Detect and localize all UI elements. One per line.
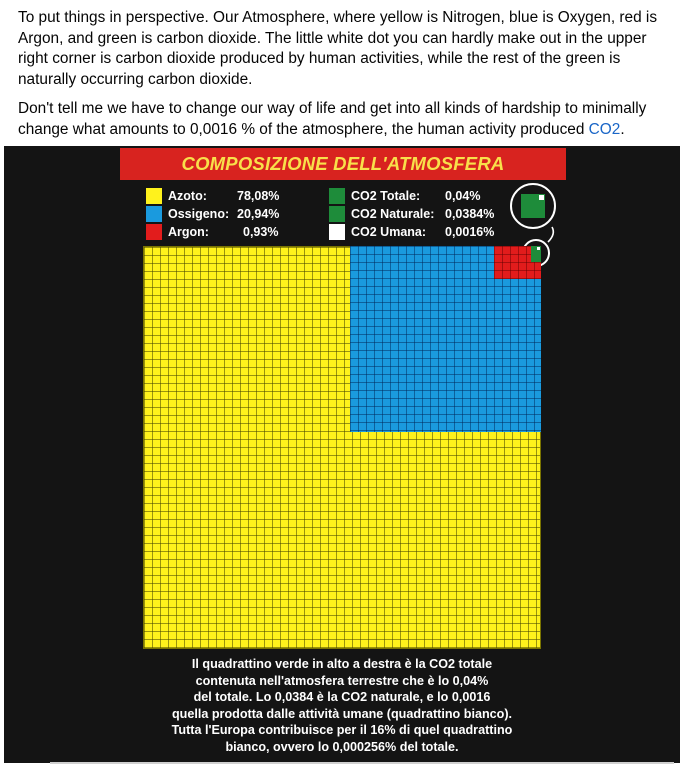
post-paragraph-2 [18,99,668,140]
legend-name: CO2 Umana: [351,224,427,239]
caption-line-5: Tutta l'Europa contribuisce per il 16% di quel quadrattino [171,723,513,738]
human-co2-dot [537,247,540,250]
legend-value: 78,08% [237,188,280,203]
infographic-caption [64,656,620,756]
post-paragraph-1: To put things in perspective. Our Atmosphere, where yellow is Nitrogen, blue is Oxygen, red is Argon, and green is carbon dioxide. The little white dot you can hardly make out in the upper right corner is carbon dioxide produced by human activities, while the rest of the green is naturally occurring carbon dioxide. [18,9,658,88]
post-paragraph-2-end: . [620,120,625,138]
legend-item-oxygen [146,205,280,222]
divider [50,762,674,764]
co2-link[interactable]: CO2 [588,120,621,138]
co2-natural-swatch [329,206,345,222]
legend-item-argon [146,223,279,240]
atmosphere-infographic[interactable] [4,146,680,763]
argon-swatch [146,224,162,240]
zoom-connector-line [544,226,558,244]
zoom-co2-square [521,194,545,218]
caption-line-4: quella prodotta dalle attività umane (quadrattino bianco). [171,706,513,721]
legend-item-co2-total [329,187,481,204]
nitrogen-swatch [146,188,162,204]
caption-line-1: Il quadrattino verde in alto a destra è la CO2 totale [191,657,493,671]
legend-value: 20,94% [237,206,280,221]
zoom-circle-large [510,183,556,229]
legend-item-co2-human [329,223,495,240]
zoom-human-co2-square [539,195,544,200]
post-paragraph-2-text: Don't tell me we have to change our way of life and get into all kinds of hardship to minimally change what amounts to 0,0016 % of the atmosphere, the human activity produced [18,100,647,138]
legend-name: Ossigeno: [168,206,230,221]
legend-name: CO2 Totale: [351,188,421,203]
post-text [18,8,668,149]
co2-grid-square [531,246,541,262]
caption-line-6: bianco, ovvero lo 0,000256% del totale. [225,739,459,754]
legend-value: 0,0384% [445,206,495,221]
legend-name: Argon: [168,224,209,239]
legend-item-co2-natural [329,205,495,222]
legend-name: Azoto: [168,188,207,203]
co2-total-swatch [329,188,345,204]
caption-line-2: contenuta nell'atmosfera terrestre che è lo 0,04% [195,673,489,688]
co2-human-swatch [329,224,345,240]
legend-value: 0,93% [243,224,279,239]
oxygen-swatch [146,206,162,222]
legend-item-nitrogen [146,187,280,204]
legend-name: CO2 Naturale: [351,206,435,221]
infographic-title-banner [120,148,566,180]
infographic-title: COMPOSIZIONE DELL'ATMOSFERA [181,153,505,174]
legend-value: 0,04% [445,188,481,203]
legend-value: 0,0016% [445,224,495,239]
caption-line-3: del totale. Lo 0,0384 è la CO2 naturale, e lo 0,0016 [193,690,491,705]
